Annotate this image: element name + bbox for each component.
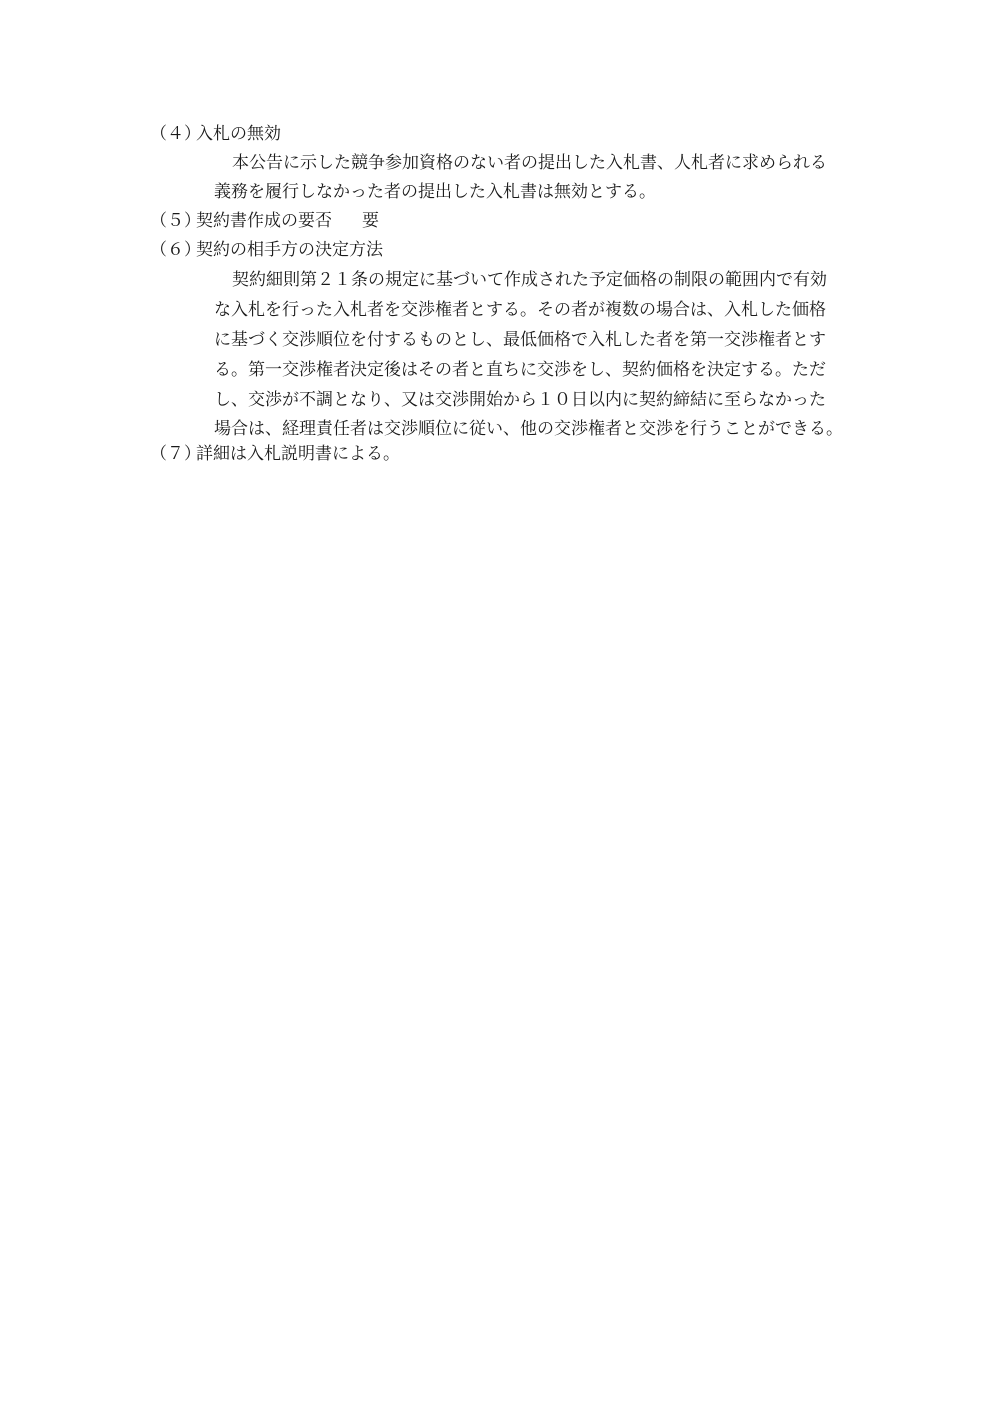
item-7-number: （７） [150, 444, 201, 464]
item-6-body-line-4: る。第一交渉権者決定後はその者と直ちに交渉をし、契約価格を決定する。ただ [214, 360, 826, 380]
item-5-heading [150, 207, 379, 235]
item-6-body-line-1: 契約細則第２１条の規定に基づいて作成された予定価格の制限の範囲内で有効 [232, 270, 827, 290]
item-4-number: （４） [150, 124, 201, 144]
item-6-number: （６） [150, 240, 201, 260]
item-6-body-line-3: に基づく交渉順位を付するものとし、最低価格で入札した者を第一交渉権者とす [214, 330, 826, 350]
item-5-value: 要 [362, 211, 379, 231]
item-6-title: 契約の相手方の決定方法 [196, 240, 383, 260]
item-5-title: 契約書作成の要否 [196, 211, 332, 231]
item-7-title: 詳細は入札説明書による。 [196, 444, 400, 464]
item-6-heading [150, 236, 383, 264]
item-4-body-line-2: 義務を履行しなかった者の提出した入札書は無効とする。 [214, 182, 656, 202]
item-7-heading [150, 440, 400, 468]
item-6-body-line-5: し、交渉が不調となり、又は交渉開始から１０日以内に契約締結に至らなかった [214, 390, 826, 410]
item-6-body-line-6: 場合は、経理責任者は交渉順位に従い、他の交渉権者と交渉を行うことができる。 [214, 419, 843, 439]
item-4-title: 入札の無効 [196, 124, 281, 144]
item-4-body-line-1: 本公告に示した競争参加資格のない者の提出した入札書、人札者に求められる [232, 153, 827, 173]
item-6-body-line-2: な入札を行った入札者を交渉権者とする。その者が複数の場合は、入札した価格 [214, 300, 826, 320]
item-4-heading [150, 120, 281, 148]
item-5-number: （５） [150, 211, 201, 231]
